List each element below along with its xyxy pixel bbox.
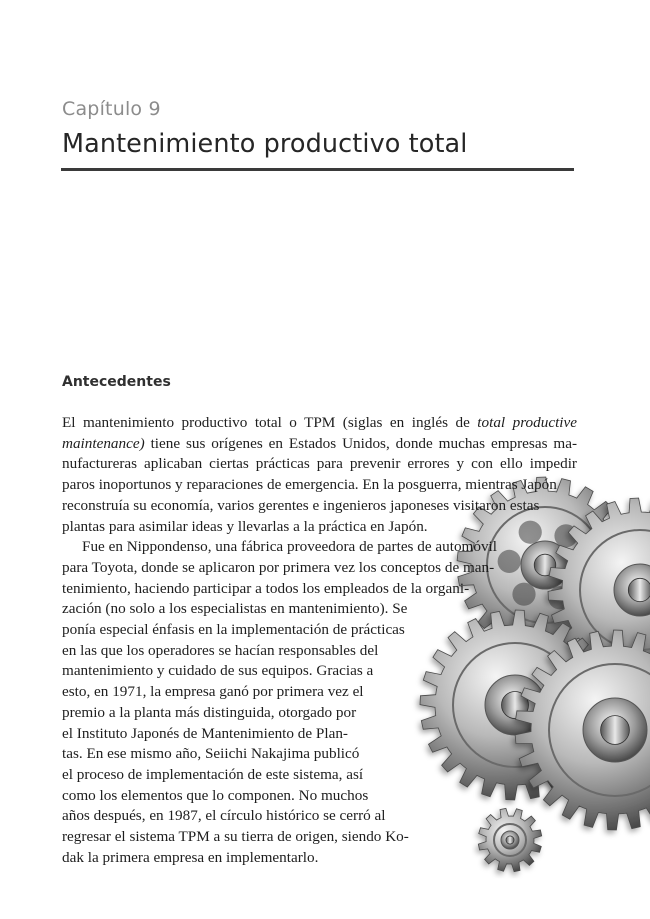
text-line: tas. En ese mismo año, Seiichi Nakajima publicó xyxy=(62,745,360,763)
paragraph-1 xyxy=(62,413,577,537)
text-line: años después, en 1987, el círculo histórico se cerró al xyxy=(62,807,386,825)
text-line: plantas para asimilar ideas y llevarlas a la práctica en Japón. xyxy=(62,517,428,535)
text-line: el Instituto Japonés de Mantenimiento de Plan- xyxy=(62,724,348,742)
text-line: tenimiento, haciendo participar a todos los empleados de la organi- xyxy=(62,579,470,597)
text-line: reconstruía su economía, varios gerentes e ingenieros japoneses visitaron estas xyxy=(62,496,540,514)
text-line: Fue en Nippondenso, una fábrica proveedora de partes de automóvil xyxy=(82,538,497,556)
text-line: nufactureras aplicaban ciertas prácticas para prevenir errores y con ello impedir xyxy=(62,455,577,473)
text-line: maintenance) tiene sus orígenes en Estados Unidos, donde muchas empresas ma- xyxy=(62,434,577,452)
text-line: ponía especial énfasis en la implementación de prácticas xyxy=(62,621,405,639)
text-line: esto, en 1971, la empresa ganó por primera vez el xyxy=(62,683,364,701)
text-line: El mantenimiento productivo total o TPM (siglas en inglés de total productive xyxy=(62,414,578,431)
section-heading: Antecedentes xyxy=(62,374,171,390)
text-line: en las que los operadores se hacían responsables del xyxy=(62,641,379,659)
chapter-title: Mantenimiento productivo total xyxy=(62,129,468,159)
text-line: zación (no solo a los especialistas en mantenimiento). Se xyxy=(62,600,408,618)
title-rule xyxy=(61,168,574,171)
text-line: como los elementos que lo componen. No muchos xyxy=(62,786,369,804)
text-line: para Toyota, donde se aplicaron por primera vez los conceptos de man- xyxy=(62,558,495,576)
paragraph-2 xyxy=(62,537,577,868)
body-text xyxy=(62,413,577,868)
text-line: mantenimiento y cuidado de sus equipos. Gracias a xyxy=(62,662,374,680)
text-line: el proceso de implementación de este sistema, así xyxy=(62,765,364,783)
chapter-label: Capítulo 9 xyxy=(62,98,161,120)
text-line: premio a la planta más distinguida, otorgado por xyxy=(62,703,357,721)
text-line: dak la primera empresa en implementarlo. xyxy=(62,848,319,866)
text-line: paros inoportunos y reparaciones de emergencia. En la posguerra, mientras Japón xyxy=(62,476,557,494)
text-line: regresar el sistema TPM a su tierra de origen, siendo Ko- xyxy=(62,828,409,846)
